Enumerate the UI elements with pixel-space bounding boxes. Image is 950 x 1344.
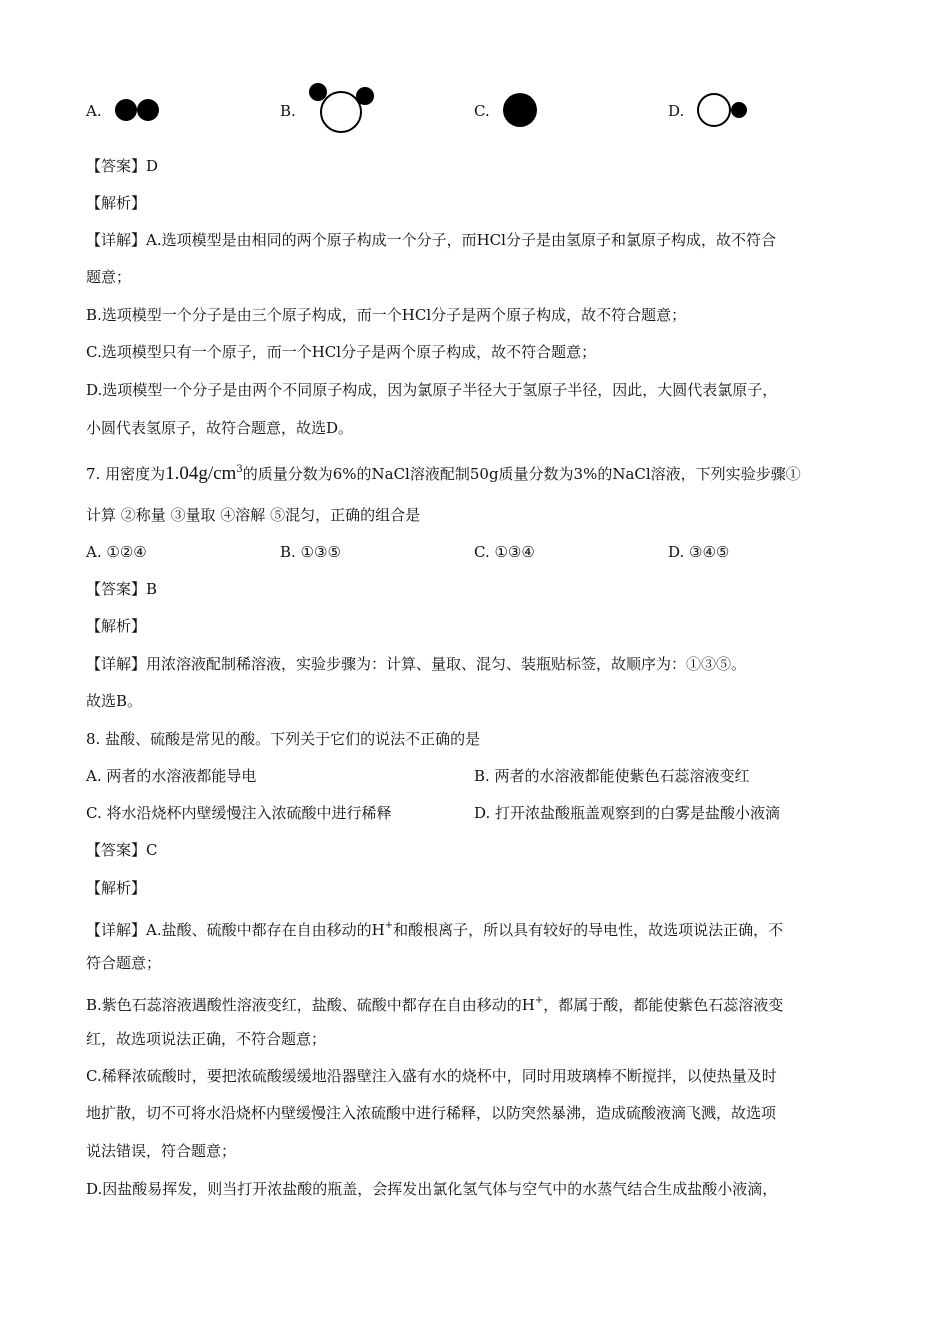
- q6-analysis-heading: 【解析】: [86, 194, 147, 212]
- q8-detail-text: B.紫色石蕊溶液遇酸性溶液变红，盐酸、硫酸中都存在自由移动的H: [86, 996, 535, 1014]
- q8-detail-line: 说法错误，符合题意；: [86, 1142, 237, 1160]
- q6-option-b-model: [304, 80, 380, 138]
- q6-detail-line: C.选项模型只有一个原子，而一个HCl分子是两个原子构成，故不符合题意；: [86, 343, 597, 361]
- q8-h-ion-charge: +: [534, 995, 544, 1006]
- q6-detail-line: D.选项模型一个分子是由两个不同原子构成，因为氯原子半径大于氢原子半径，因此，大圆代表氯原子，: [86, 381, 778, 399]
- q8-detail-line: C.稀释浓硫酸时，要把浓硫酸缓缓地沿器壁注入盛有水的烧杯中，同时用玻璃棒不断搅拌，以使热量及时: [86, 1067, 777, 1085]
- q8-detail-text: 和酸根离子，所以具有较好的导电性，故选项说法正确，不: [393, 921, 784, 939]
- q6-answer: 【答案】D: [86, 157, 159, 175]
- q8-option-d: D. 打开浓盐酸瓶盖观察到的白雾是盐酸小液滴: [474, 804, 781, 822]
- q6-option-a-label: A.: [86, 102, 102, 120]
- q7-detail-line: 故选B。: [86, 692, 143, 710]
- q7-option-c: C. ①③④: [474, 543, 535, 561]
- q8-detail-line: D.因盐酸易挥发，则当打开浓盐酸的瓶盖，会挥发出氯化氢气体与空气中的水蒸气结合生成盐酸小液滴，: [86, 1180, 778, 1198]
- q8-option-c: C. 将水沿烧杯内壁缓慢注入浓硫酸中进行稀释: [86, 804, 392, 822]
- q7-option-a: A. ①②④: [86, 543, 147, 561]
- q7-option-b: B. ①③⑤: [280, 543, 341, 561]
- q6-detail-line: 题意；: [86, 268, 132, 286]
- q8-analysis-heading: 【解析】: [86, 879, 147, 897]
- q7-option-d: D. ③④⑤: [668, 543, 730, 561]
- q8-option-a: A. 两者的水溶液都能导电: [86, 767, 257, 785]
- q6-option-a-model: [112, 94, 168, 126]
- q7-stem-line2: 计算 ②称量 ③量取 ④溶解 ⑤混匀，正确的组合是: [86, 506, 421, 524]
- q7-analysis-heading: 【解析】: [86, 617, 147, 635]
- q7-stem: [86, 460, 801, 484]
- q6-option-c-label: C.: [474, 102, 490, 120]
- q8-answer: 【答案】C: [86, 841, 158, 859]
- q6-option-d-model: [693, 91, 753, 129]
- q7-stem-prefix: 7. 用密度为: [86, 465, 166, 483]
- q7-stem-suffix: 的质量分数为6%的NaCl溶液配制50g质量分数为3%的NaCl溶液，下列实验步骤①: [242, 465, 801, 483]
- q8-option-b: B. 两者的水溶液都能使紫色石蕊溶液变红: [474, 767, 750, 785]
- q8-h-ion-charge: +: [384, 920, 394, 931]
- q6-option-d-label: D.: [668, 102, 685, 120]
- q7-density-value: 1.04g/cm: [165, 463, 237, 484]
- q8-detail-text: ，都属于酸，都能使紫色石蕊溶液变: [543, 996, 784, 1014]
- q6-detail-line: 小圆代表氢原子，故符合题意，故选D。: [86, 419, 354, 437]
- q6-option-c-model: [499, 91, 541, 129]
- q8-stem: 8. 盐酸、硫酸是常见的酸。下列关于它们的说法不正确的是: [86, 730, 481, 748]
- q8-detail-text: 【详解】A.盐酸、硫酸中都存在自由移动的H: [86, 921, 385, 939]
- q6-detail-line: B.选项模型一个分子是由三个原子构成，而一个HCl分子是两个原子构成，故不符合题意；: [86, 306, 687, 324]
- q8-detail-line: 地扩散，切不可将水沿烧杯内壁缓慢注入浓硫酸中进行稀释，以防突然暴沸，造成硫酸液滴飞溅，故选项: [86, 1104, 777, 1122]
- q8-detail-line: [86, 916, 783, 940]
- q7-answer: 【答案】B: [86, 580, 158, 598]
- q6-option-b-label: B.: [280, 102, 296, 120]
- q6-detail-line: 【详解】A.选项模型是由相同的两个原子构成一个分子，而HCl分子是由氢原子和氯原子构成，故不符合: [86, 231, 776, 249]
- q8-detail-line: 红，故选项说法正确，不符合题意；: [86, 1030, 327, 1048]
- q8-detail-line: 符合题意；: [86, 954, 162, 972]
- q7-detail-line: 【详解】用浓溶液配制稀溶液，实验步骤为：计算、量取、混匀、装瓶贴标签，故顺序为：①③⑤。: [86, 655, 747, 673]
- q8-detail-line: [86, 991, 783, 1015]
- q7-density-exponent: 3: [236, 464, 243, 475]
